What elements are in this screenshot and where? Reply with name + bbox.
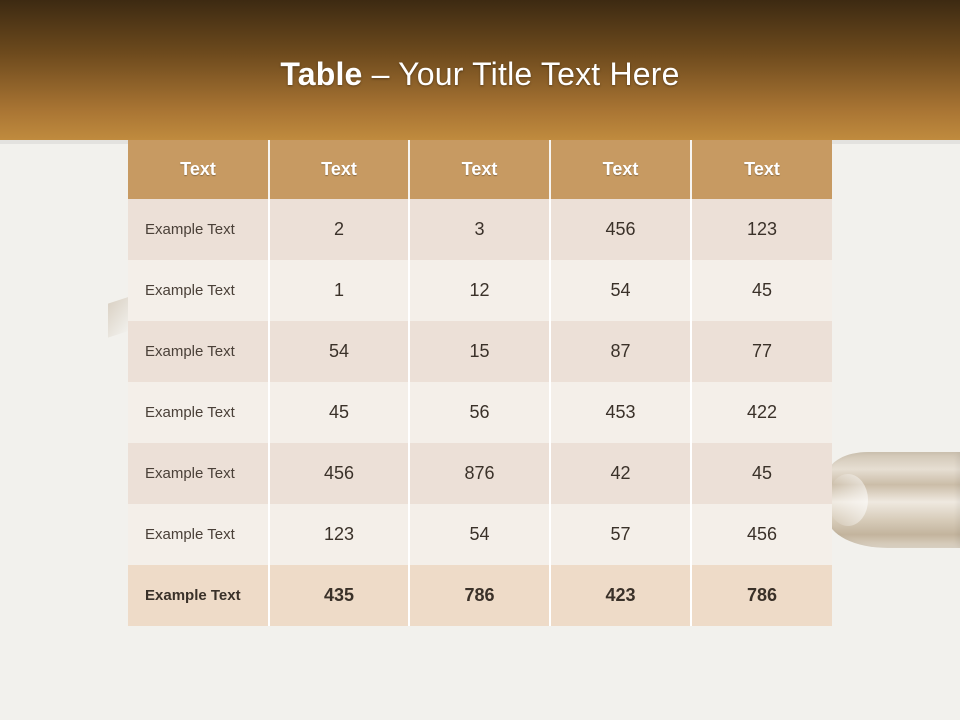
cell: 123	[269, 504, 409, 565]
cell: 2	[269, 199, 409, 260]
cell: 45	[269, 382, 409, 443]
cell: 435	[269, 565, 409, 626]
cell: 12	[409, 260, 550, 321]
column-header-4: Text	[691, 140, 832, 199]
title-strong: Table	[280, 56, 363, 92]
table-row	[128, 443, 832, 504]
cell: 45	[691, 260, 832, 321]
cell: 422	[691, 382, 832, 443]
row-label: Example Text	[128, 260, 269, 321]
column-header-3: Text	[550, 140, 691, 199]
cell: 77	[691, 321, 832, 382]
cell: 456	[269, 443, 409, 504]
table-row	[128, 382, 832, 443]
page-title	[0, 52, 960, 96]
data-table-container	[128, 140, 832, 626]
row-label: Example Text	[128, 382, 269, 443]
cell: 786	[409, 565, 550, 626]
cell: 54	[269, 321, 409, 382]
title-separator: –	[362, 56, 399, 92]
table-row	[128, 260, 832, 321]
row-label: Example Text	[128, 443, 269, 504]
title-light: Your Title Text Here	[398, 56, 680, 92]
row-label: Example Text	[128, 199, 269, 260]
cell: 45	[691, 443, 832, 504]
cell: 15	[409, 321, 550, 382]
cell: 57	[550, 504, 691, 565]
cell: 54	[550, 260, 691, 321]
column-header-2: Text	[409, 140, 550, 199]
table-row	[128, 199, 832, 260]
cell: 42	[550, 443, 691, 504]
table-header-row	[128, 140, 832, 199]
cell: 1	[269, 260, 409, 321]
decorative-ribbon	[828, 452, 960, 548]
table-row	[128, 321, 832, 382]
cell: 123	[691, 199, 832, 260]
cell: 56	[409, 382, 550, 443]
decorative-left-mark	[108, 296, 130, 337]
row-label: Example Text	[128, 565, 269, 626]
row-label: Example Text	[128, 321, 269, 382]
column-header-1: Text	[269, 140, 409, 199]
cell: 456	[550, 199, 691, 260]
cell: 786	[691, 565, 832, 626]
cell: 54	[409, 504, 550, 565]
column-header-0: Text	[128, 140, 269, 199]
cell: 87	[550, 321, 691, 382]
cell: 876	[409, 443, 550, 504]
cell: 3	[409, 199, 550, 260]
row-label: Example Text	[128, 504, 269, 565]
cell: 453	[550, 382, 691, 443]
data-table	[128, 140, 832, 626]
cell: 423	[550, 565, 691, 626]
cell: 456	[691, 504, 832, 565]
table-total-row	[128, 565, 832, 626]
table-row	[128, 504, 832, 565]
